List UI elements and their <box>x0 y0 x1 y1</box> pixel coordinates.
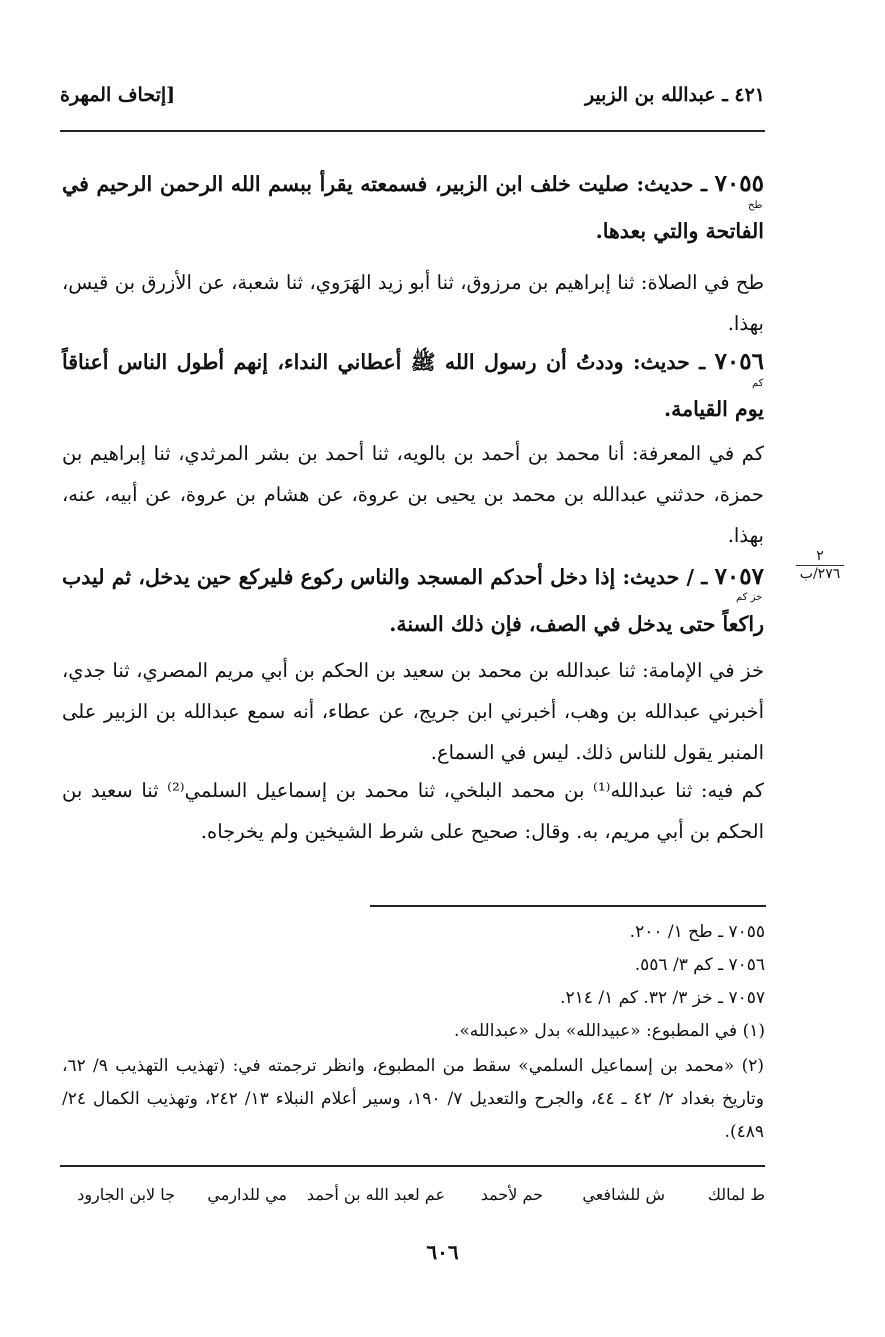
running-header <box>60 84 765 118</box>
footnote-1: (١) في المطبوع: «عبيدالله» بدل «عبدالله». <box>453 1021 765 1041</box>
abbreviations-legend <box>60 1185 765 1215</box>
abbreviation-item: ش للشافعي <box>582 1185 665 1204</box>
source-chain-1: طح في الصلاة: ثنا إبراهيم بن مرزوق، ثنا أبو زيد الهَرَوي، ثنا شعبة، عن الأزرق بن قيس، بهذا. <box>62 271 764 335</box>
header-chapter-title: ٤٢١ ـ عبدالله بن الزبير <box>584 84 765 106</box>
entry-text: ـ / حديث: إذا دخل أحدكم المسجد والناس ركوع فليركع حين يدخل، ثم ليدب راكعاً حتى يدخل في الصف، فإن ذلك السنة. <box>62 565 764 636</box>
page-number: ٦٠٦ <box>426 1240 459 1264</box>
abbreviation-item: حم لأحمد <box>480 1185 543 1204</box>
footnote-ref-7057: ٧٠٥٧ ـ خز ٣/ ٣٢. كم ١/ ٢١٤. <box>560 988 765 1008</box>
abbreviation-item: جا لابن الجارود <box>77 1185 175 1204</box>
folio-bottom: ٢٧٦/ب <box>799 566 841 582</box>
abbreviations-divider <box>60 1165 765 1167</box>
hadith-entry-7056 <box>62 338 764 433</box>
hadith-entry-7057 <box>62 553 764 648</box>
footnote-divider <box>370 905 766 907</box>
entry-number: ٧٠٥٧ <box>714 563 764 590</box>
hadith-entry-7055 <box>62 160 764 255</box>
header-divider <box>60 130 765 132</box>
entry-number: ٧٠٥٥ <box>714 170 764 197</box>
folio-top: ٢ <box>816 548 824 564</box>
footnote-ref-7056: ٧٠٥٦ ـ كم ٣/ ٥٥٦. <box>634 955 765 975</box>
source-chain-3: خز في الإمامة: ثنا عبدالله بن محمد بن سعيد بن الحكم بن أبي مريم المصري، ثنا جدي، أخبرني عبدالله بن وهب، أخبرني ابن جريج، عن عطاء، أنه سمع عبدالله بن الزبير على المنبر يقول للناس ذلك. ليس في السماع. <box>62 659 764 764</box>
source-code-tag: خز كم <box>736 592 763 603</box>
abbreviation-item: ط لمالك <box>707 1185 765 1204</box>
source-code-tag: كم <box>752 378 764 389</box>
abbreviation-item: عم لعبد الله بن أحمد <box>306 1185 445 1204</box>
source-code-tag: طح <box>748 200 763 211</box>
footnote-ref-7055: ٧٠٥٥ ـ طح ١/ ٢٠٠. <box>629 922 765 942</box>
manuscript-folio-note <box>790 548 850 583</box>
source-chain-2: كم في المعرفة: أنا محمد بن أحمد بن بالويه، ثنا أحمد بن بشر المرثدي، ثنا إبراهيم بن حمزة، حدثني عبدالله بن محمد بن يحيى بن عروة، عن هشام بن عروة، عن أبيه، عنه، بهذا. <box>62 442 764 547</box>
entry-text: ـ حديث: صليت خلف ابن الزبير، فسمعته يقرأ ببسم الله الرحمن الرحيم في الفاتحة والتي بعدها. <box>62 172 764 243</box>
entry-number: ٧٠٥٦ <box>714 348 764 375</box>
footnote-2: (٢) «محمد بن إسماعيل السلمي» سقط من المطبوع، وانظر ترجمته في: (تهذيب التهذيب ٩/ ٦٢، وتاريخ بغداد ٢/ ٤٢ ـ ٤٤، والجرح والتعديل ٧/ ١٩٠، وسير أعلام النبلاء ١٣/ ٢٤٢، وتهذيب الكمال ٢٤/ ٤٨٩). <box>62 1056 765 1142</box>
header-book-title: [إتحاف المهرة <box>60 84 176 106</box>
source-chain-4: كم فيه: ثنا عبدالله⁽¹⁾ بن محمد البلخي، ثنا محمد بن إسماعيل السلمي⁽²⁾ ثنا سعيد بن الحكم بن أبي مريم، به. وقال: صحيح على شرط الشيخين ولم يخرجاه. <box>62 779 765 843</box>
entry-text: ـ حديث: وددتُ أن رسول الله ﷺ أعطاني النداء، إنهم أطول الناس أعناقاً يوم القيامة. <box>62 350 764 421</box>
abbreviation-item: مي للدارمي <box>207 1185 287 1204</box>
